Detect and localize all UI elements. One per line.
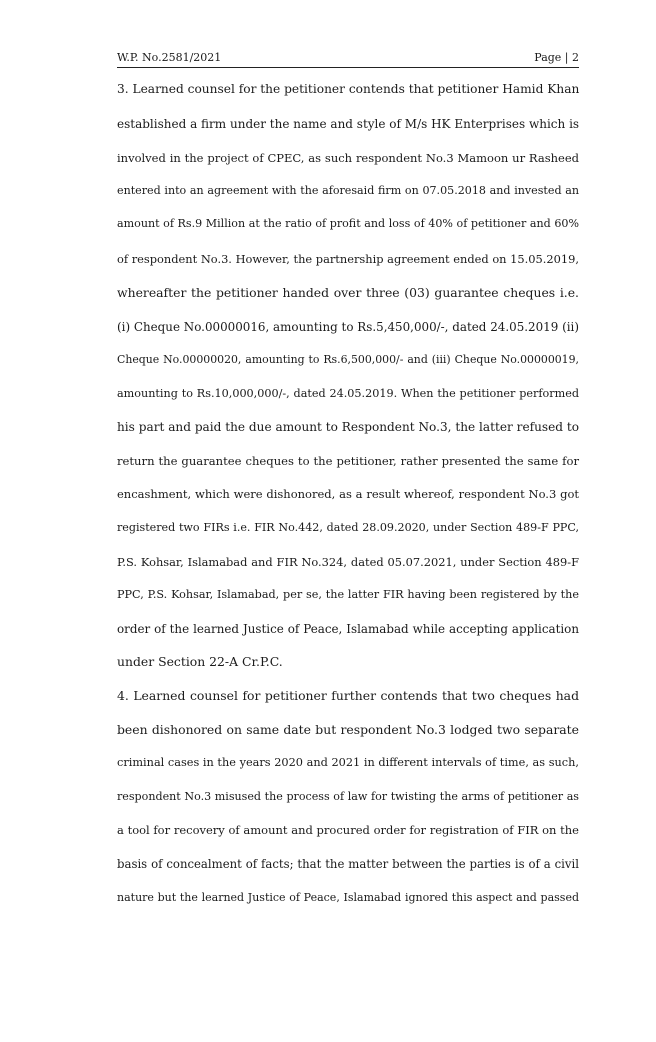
page-header — [117, 51, 579, 68]
text-line: respondent No.3 misused the process of law for twisting the arms of petitioner as — [117, 790, 579, 803]
text-line: his part and paid the due amount to Respondent No.3, the latter refused to — [117, 420, 579, 434]
text-line: (i) Cheque No.00000016, amounting to Rs.5,450,000/-, dated 24.05.2019 (ii) — [117, 320, 579, 334]
text-line: registered two FIRs i.e. FIR No.442, dated 28.09.2020, under Section 489-F PPC, — [117, 521, 579, 534]
text-line: basis of concealment of facts; that the matter between the parties is of a civil — [117, 857, 579, 871]
text-line: P.S. Kohsar, Islamabad and FIR No.324, dated 05.07.2021, under Section 489-F — [117, 555, 579, 569]
text-line: of respondent No.3. However, the partnership agreement ended on 15.05.2019, — [117, 252, 579, 266]
text-line: PPC, P.S. Kohsar, Islamabad, per se, the latter FIR having been registered by the — [117, 588, 579, 601]
text-line: return the guarantee cheques to the petitioner, rather presented the same for — [117, 454, 579, 468]
text-line: Cheque No.00000020, amounting to Rs.6,500,000/- and (iii) Cheque No.00000019, — [117, 353, 579, 366]
case-number: W.P. No.2581/2021 — [117, 51, 222, 64]
text-line: order of the learned Justice of Peace, Islamabad while accepting application — [117, 622, 579, 636]
text-line: 3. Learned counsel for the petitioner contends that petitioner Hamid Khan — [117, 82, 580, 96]
text-line: under Section 22-A Cr.P.C. — [117, 654, 283, 669]
text-line: amount of Rs.9 Million at the ratio of profit and loss of 40% of petitioner and 60% — [117, 217, 579, 230]
text-line: a tool for recovery of amount and procured order for registration of FIR on the — [117, 823, 579, 837]
text-line: nature but the learned Justice of Peace, Islamabad ignored this aspect and passed — [117, 891, 579, 904]
text-line: 4. Learned counsel for petitioner further contends that two cheques had — [117, 688, 579, 703]
text-line: amounting to Rs.10,000,000/-, dated 24.05.2019. When the petitioner performed — [117, 387, 579, 400]
text-line: established a firm under the name and style of M/s HK Enterprises which is — [117, 117, 580, 131]
text-line: been dishonored on same date but respondent No.3 lodged two separate — [117, 722, 579, 737]
page-number: Page | 2 — [534, 51, 579, 64]
text-line: encashment, which were dishonored, as a result whereof, respondent No.3 got — [117, 487, 579, 501]
text-line: whereafter the petitioner handed over three (03) guarantee cheques i.e. — [117, 285, 579, 300]
text-line: criminal cases in the years 2020 and 2021 in different intervals of time, as such, — [117, 756, 579, 769]
text-line: involved in the project of CPEC, as such respondent No.3 Mamoon ur Rasheed — [117, 151, 579, 165]
text-line: entered into an agreement with the aforesaid firm on 07.05.2018 and invested an — [117, 184, 579, 197]
